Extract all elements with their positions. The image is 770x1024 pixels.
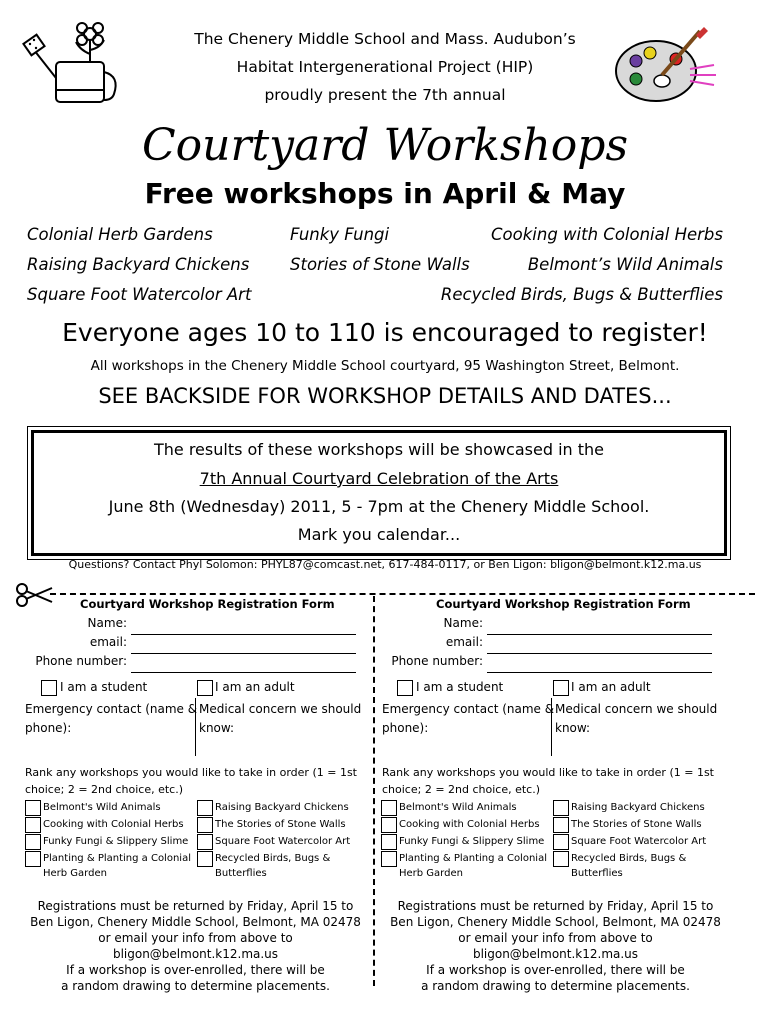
student-label: I am a student bbox=[416, 680, 504, 694]
medical-label-2: know: bbox=[555, 721, 591, 735]
showcase-line-3: June 8th (Wednesday) 2011, 5 - 7pm at the Chenery Middle School. bbox=[108, 497, 650, 516]
workshop-item: Raising Backyard Chickens bbox=[27, 255, 250, 274]
option-label: Cooking with Colonial Herbs bbox=[399, 819, 540, 830]
palette-icon bbox=[610, 25, 720, 107]
workshop-item: Funky Fungi bbox=[290, 225, 390, 244]
option-label: Square Foot Watercolor Art bbox=[571, 836, 707, 847]
return-instructions bbox=[378, 898, 733, 994]
showcase-box bbox=[31, 430, 727, 556]
medical-label: Medical concern we should bbox=[555, 702, 718, 716]
header-line-1: The Chenery Middle School and Mass. Audubon’s bbox=[194, 30, 576, 48]
email-label: email: bbox=[445, 635, 483, 649]
option-label: Planting & Planting a Colonial bbox=[43, 853, 191, 864]
workshop-item: Recycled Birds, Bugs & Butterflies bbox=[440, 285, 723, 304]
rank-instructions-2: choice; 2 = 2nd choice, etc.) bbox=[382, 783, 541, 796]
workshop-item: Belmont’s Wild Animals bbox=[527, 255, 723, 274]
option-label: Raising Backyard Chickens bbox=[215, 802, 349, 813]
option-checkbox[interactable] bbox=[553, 800, 569, 816]
return-line: Registrations must be returned by Friday, April 15 to bbox=[397, 899, 714, 913]
option-label: Square Foot Watercolor Art bbox=[215, 836, 351, 847]
location-text: All workshops in the Chenery Middle School courtyard, 95 Washington Street, Belmont. bbox=[90, 358, 680, 374]
option-label: Cooking with Colonial Herbs bbox=[43, 819, 184, 830]
name-field[interactable] bbox=[131, 620, 356, 635]
workshop-item: Cooking with Colonial Herbs bbox=[491, 225, 723, 244]
option-label: Planting & Planting a Colonial bbox=[399, 853, 547, 864]
form-title-right: Courtyard Workshop Registration Form bbox=[436, 597, 691, 611]
phone-field[interactable] bbox=[487, 658, 712, 673]
option-label: Belmont's Wild Animals bbox=[43, 802, 161, 813]
option-checkbox[interactable] bbox=[197, 851, 213, 867]
return-line: Registrations must be returned by Friday, April 15 to bbox=[37, 899, 354, 913]
emergency-label-2: phone): bbox=[382, 721, 429, 735]
rank-instructions-2: choice; 2 = 2nd choice, etc.) bbox=[25, 783, 184, 796]
showcase-line-4: Mark you calendar... bbox=[297, 525, 461, 544]
option-checkbox[interactable] bbox=[553, 817, 569, 833]
phone-label: Phone number: bbox=[35, 654, 127, 668]
option-checkbox[interactable] bbox=[197, 834, 213, 850]
scissors-icon bbox=[14, 582, 54, 608]
option-checkbox[interactable] bbox=[25, 851, 41, 867]
option-label: Recycled Birds, Bugs & bbox=[215, 853, 331, 864]
workshop-item: Square Foot Watercolor Art bbox=[27, 285, 252, 304]
emergency-label-2: phone): bbox=[25, 721, 72, 735]
showcase-line-1: The results of these workshops will be showcased in the bbox=[153, 440, 605, 459]
email-field[interactable] bbox=[131, 639, 356, 654]
adult-label: I am an adult bbox=[215, 680, 295, 694]
questions-contact: Questions? Contact Phyl Solomon: PHYL87@comcast.net, 617-484-0117, or Ben Ligon: bligon@belmont.k12.ma.us bbox=[68, 558, 702, 571]
rank-instructions: Rank any workshops you would like to take in order (1 = 1st bbox=[25, 766, 357, 779]
option-label: Funky Fungi & Slippery Slime bbox=[43, 836, 189, 847]
option-label-cont: Herb Garden bbox=[399, 868, 463, 879]
header-line-2: Habitat Intergenerational Project (HIP) bbox=[236, 58, 534, 76]
workshop-item: Colonial Herb Gardens bbox=[27, 225, 213, 244]
header-line-3: proudly present the 7th annual bbox=[264, 86, 506, 104]
name-field[interactable] bbox=[487, 620, 712, 635]
option-label: Funky Fungi & Slippery Slime bbox=[399, 836, 545, 847]
emergency-divider bbox=[195, 698, 196, 756]
option-label-cont: Butterflies bbox=[571, 868, 623, 879]
option-checkbox[interactable] bbox=[381, 834, 397, 850]
return-line: Ben Ligon, Chenery Middle School, Belmont, MA 02478 bbox=[390, 915, 721, 929]
option-label: Raising Backyard Chickens bbox=[571, 802, 705, 813]
option-checkbox[interactable] bbox=[25, 834, 41, 850]
return-line: a random drawing to determine placements. bbox=[421, 979, 690, 993]
return-line: If a workshop is over-enrolled, there will be bbox=[66, 963, 325, 977]
return-line: Ben Ligon, Chenery Middle School, Belmont, MA 02478 bbox=[30, 915, 361, 929]
return-line: a random drawing to determine placements. bbox=[61, 979, 330, 993]
option-checkbox[interactable] bbox=[381, 817, 397, 833]
phone-label: Phone number: bbox=[391, 654, 483, 668]
option-checkbox[interactable] bbox=[197, 817, 213, 833]
email-label: email: bbox=[89, 635, 127, 649]
emergency-divider bbox=[551, 698, 552, 756]
return-instructions bbox=[18, 898, 373, 994]
see-backside-text: SEE BACKSIDE FOR WORKSHOP DETAILS AND DATES... bbox=[98, 384, 672, 408]
student-label: I am a student bbox=[60, 680, 148, 694]
ages-heading: Everyone ages 10 to 110 is encouraged to register! bbox=[62, 318, 708, 347]
option-label-cont: Butterflies bbox=[215, 868, 267, 879]
emergency-label: Emergency contact (name & bbox=[25, 702, 198, 716]
name-label: Name: bbox=[443, 616, 483, 630]
watering-can-icon bbox=[22, 20, 122, 108]
option-checkbox[interactable] bbox=[553, 834, 569, 850]
option-label: Belmont's Wild Animals bbox=[399, 802, 517, 813]
option-label: The Stories of Stone Walls bbox=[571, 819, 702, 830]
return-line: If a workshop is over-enrolled, there will be bbox=[426, 963, 685, 977]
option-checkbox[interactable] bbox=[553, 851, 569, 867]
email-field[interactable] bbox=[487, 639, 712, 654]
adult-label: I am an adult bbox=[571, 680, 651, 694]
adult-checkbox[interactable] bbox=[197, 680, 213, 696]
option-checkbox[interactable] bbox=[25, 817, 41, 833]
workshop-item: Stories of Stone Walls bbox=[290, 255, 470, 274]
option-checkbox[interactable] bbox=[381, 800, 397, 816]
rank-instructions: Rank any workshops you would like to take in order (1 = 1st bbox=[382, 766, 714, 779]
medical-label-2: know: bbox=[199, 721, 235, 735]
student-checkbox[interactable] bbox=[397, 680, 413, 696]
phone-field[interactable] bbox=[131, 658, 356, 673]
option-label: The Stories of Stone Walls bbox=[215, 819, 346, 830]
return-line: or email your info from above to bligon@belmont.k12.ma.us bbox=[98, 931, 293, 961]
showcase-line-2: 7th Annual Courtyard Celebration of the Arts bbox=[199, 469, 559, 488]
page-subtitle: Free workshops in April & May bbox=[144, 177, 626, 210]
medical-label: Medical concern we should bbox=[199, 702, 362, 716]
emergency-label: Emergency contact (name & bbox=[382, 702, 555, 716]
option-checkbox[interactable] bbox=[381, 851, 397, 867]
form-title-left: Courtyard Workshop Registration Form bbox=[80, 597, 335, 611]
name-label: Name: bbox=[87, 616, 127, 630]
student-checkbox[interactable] bbox=[41, 680, 57, 696]
option-checkbox[interactable] bbox=[197, 800, 213, 816]
return-line: or email your info from above to bligon@belmont.k12.ma.us bbox=[458, 931, 653, 961]
option-checkbox[interactable] bbox=[25, 800, 41, 816]
option-label-cont: Herb Garden bbox=[43, 868, 107, 879]
option-label: Recycled Birds, Bugs & bbox=[571, 853, 687, 864]
cut-line bbox=[50, 593, 755, 595]
adult-checkbox[interactable] bbox=[553, 680, 569, 696]
page-title: Courtyard Workshops bbox=[141, 120, 629, 171]
showcase-line-2-wrap bbox=[34, 469, 724, 488]
